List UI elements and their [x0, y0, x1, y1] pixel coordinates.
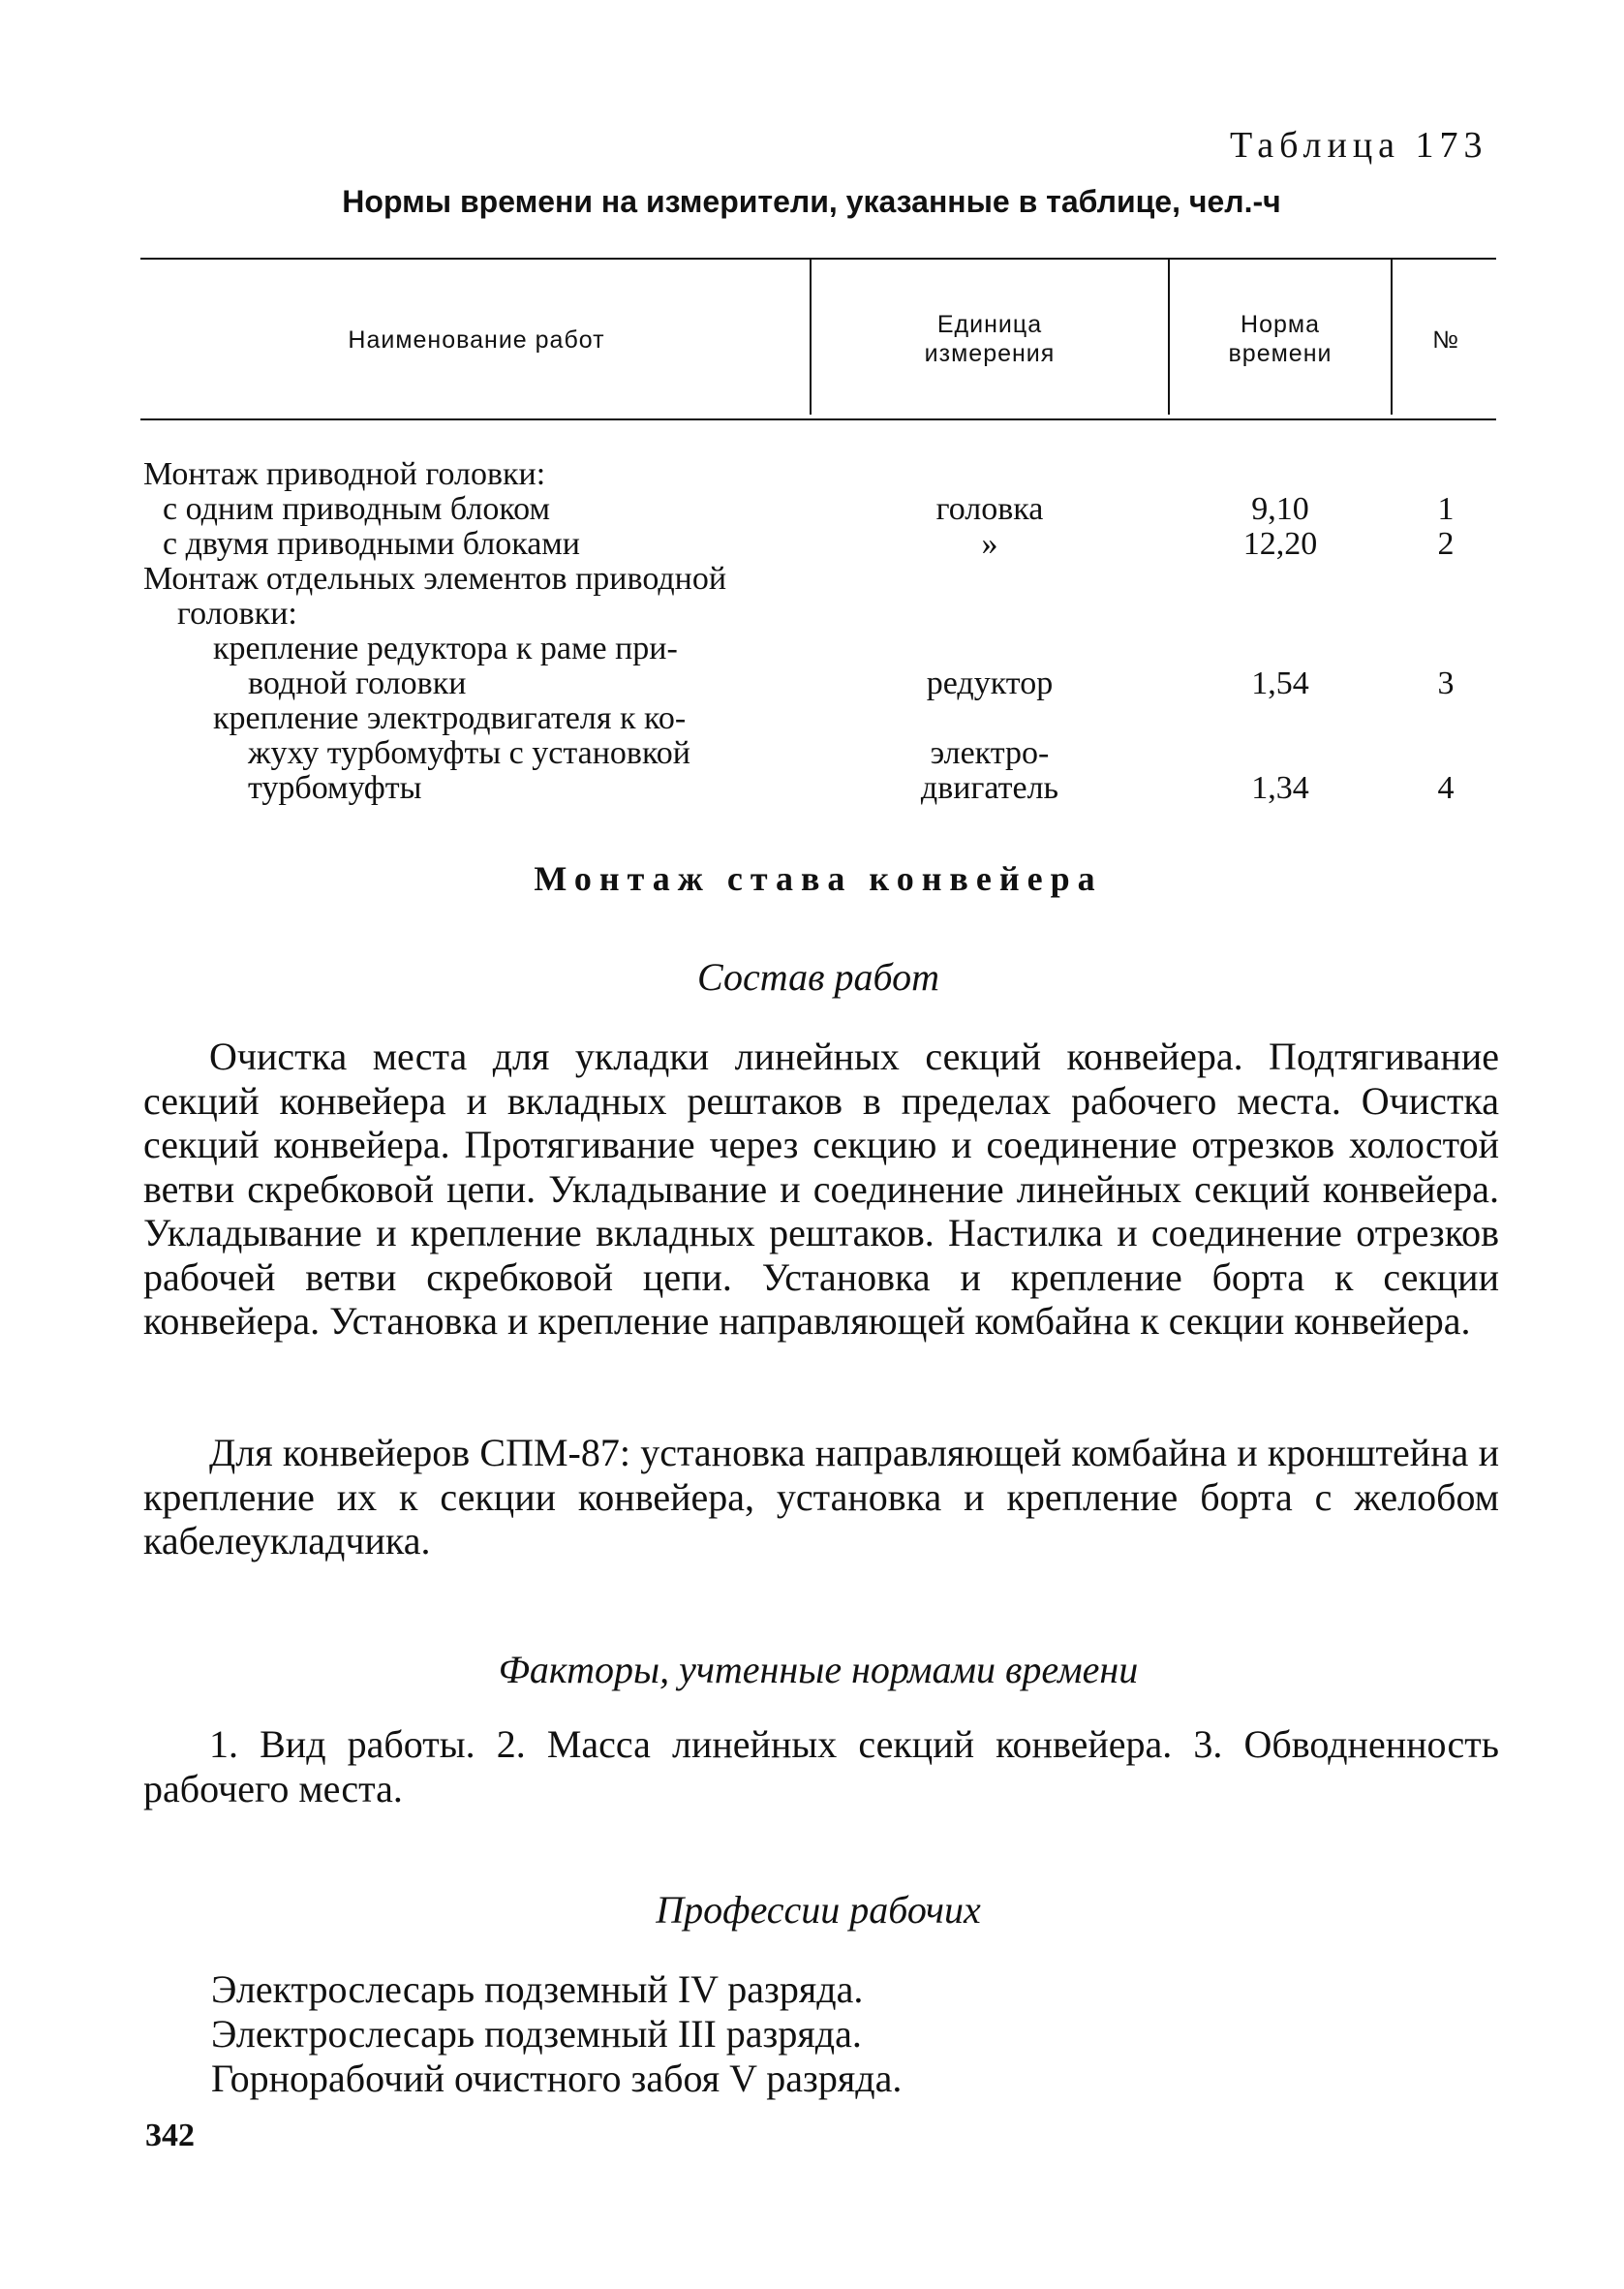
table-header-rule	[140, 418, 1496, 420]
composition-text: Очистка места для укладки линейных секций конвейера. Подтягивание секций конвейера и вкладных рештаков в пределах рабочего места. Очистка секций конвейера. Протягивание через секцию и соединение отрезков холостой ветви скребковой цепи. Укладывание и соединение линейных секций конвейера. Укладывание и крепление вкладных рештаков. Настилка и соединение отрезков рабочей ветви скребковой цепи. Установка и крепление борта к секции конвейера. Установка и крепление направляющей комбайна к секции конвейера.	[143, 1035, 1499, 1343]
table-row-label: крепление электродвигателя к ко-	[213, 700, 687, 736]
header-unit: Единица измерения	[924, 311, 1056, 367]
table-cell-norm: 1,54	[1251, 665, 1309, 701]
table-cell-number: 4	[1437, 770, 1455, 806]
table-cell-norm: 9,10	[1251, 491, 1309, 527]
table-row-label: водной головки	[248, 665, 467, 701]
table-cell-unit: »	[981, 526, 998, 562]
table-cell-number: 2	[1437, 526, 1455, 562]
table-cell-norm: 12,20	[1242, 526, 1318, 562]
table-row-label: жуху турбомуфты с установкой	[248, 735, 690, 771]
table-cell-unit: головка	[935, 491, 1044, 527]
table-row-label: крепление редуктора к раме при-	[213, 631, 678, 666]
header-work: Наименование работ	[348, 326, 605, 354]
table-number: Таблица 173	[1230, 125, 1488, 166]
professions-heading: Профессии рабочих	[656, 1888, 981, 1932]
table-caption: Нормы времени на измерители, указанные в таблице, чел.-ч	[342, 184, 1281, 219]
table-cell-unit: двигатель	[920, 770, 1059, 806]
section-title: Монтаж става конвейера	[534, 859, 1103, 898]
table-row-label: турбомуфты	[248, 770, 422, 806]
table-row-label: головки:	[177, 596, 297, 632]
table-cell-number: 1	[1437, 491, 1455, 527]
factors-text: 1. Вид работы. 2. Масса линейных секций конвейера. 3. Обводненность рабочего места.	[143, 1722, 1499, 1810]
table-top-rule	[140, 258, 1496, 260]
table-row-label: Монтаж приводной головки:	[143, 456, 546, 492]
factors-heading: Факторы, учтенные нормами времени	[498, 1648, 1139, 1691]
table-cell-norm: 1,34	[1251, 770, 1309, 806]
profession-item: Электрослесарь подземный IV разряда.	[211, 1967, 864, 2011]
spm-text: Для конвейеров СПМ-87: установка направляющей комбайна и кронштейна и крепление их к секции конвейера, установка и крепление борта с желобом кабелеукладчика.	[143, 1431, 1499, 1562]
table-row-label: с двумя приводными блоками	[163, 526, 580, 562]
profession-item: Электрослесарь подземный III разряда.	[211, 2012, 862, 2056]
page-number: 342	[145, 2118, 195, 2153]
header-number: №	[1432, 326, 1459, 354]
table-cell-unit: редуктор	[926, 665, 1054, 701]
table-cell-number: 3	[1437, 665, 1455, 701]
table-cell-unit: электро-	[930, 735, 1050, 771]
header-norm: Норма времени	[1228, 311, 1333, 367]
profession-item: Горнорабочий очистного забоя V разряда.	[211, 2057, 903, 2100]
composition-heading: Состав работ	[697, 955, 939, 999]
table-row-label: с одним приводным блоком	[163, 491, 550, 527]
table-row-label: Монтаж отдельных элементов приводной	[143, 561, 727, 597]
